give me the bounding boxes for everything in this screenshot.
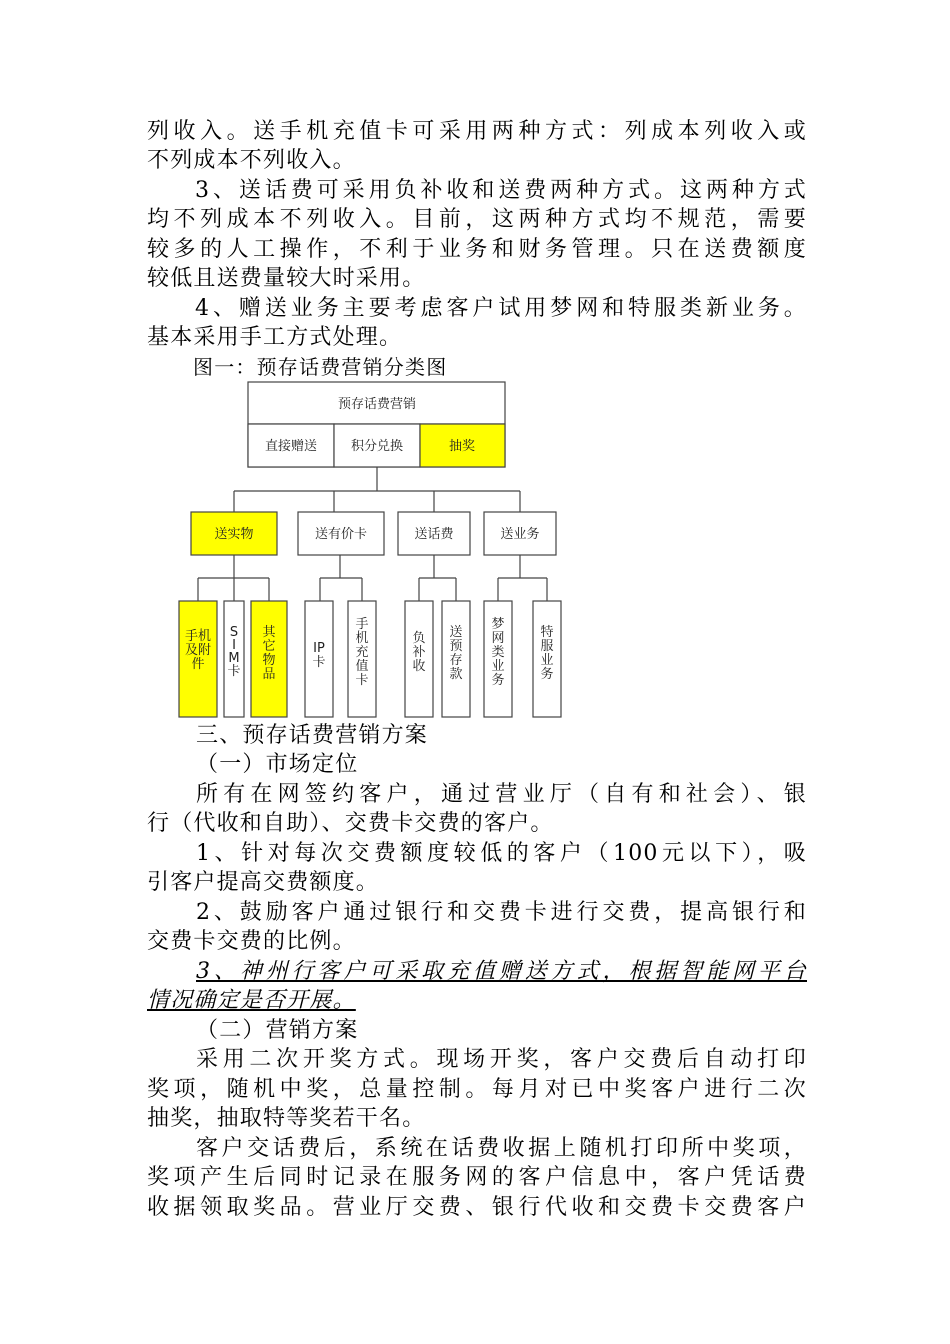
method-label-points-exchange: 积分兑换	[350, 439, 404, 454]
paragraph-line: 奖项产生后同时记录在服务网的客户信息中，客户凭话费	[147, 1165, 807, 1190]
paragraph-line: 较低且送费量较大时采用。	[147, 266, 426, 291]
leaf-label: 它	[262, 639, 276, 654]
leaf-label: 件	[191, 657, 205, 672]
method-label-direct-gift: 直接赠送	[264, 439, 318, 454]
leaf-label: 卡	[355, 673, 369, 688]
category-label-call-credit: 送话费	[414, 527, 454, 542]
leaf-label: 手	[355, 617, 369, 632]
leaf-label: 卡	[227, 664, 241, 679]
paragraph-line: 奖项，随机中奖，总量控制。每月对已中奖客户进行二次	[147, 1077, 807, 1102]
leaf-label: 业	[491, 659, 505, 674]
leaf-label: 网	[491, 631, 505, 646]
diagram-root-label: 预存话费营销	[337, 397, 417, 412]
leaf-label: 存	[449, 653, 463, 668]
leaf-label: S	[229, 625, 239, 640]
paragraph-line: 基本采用手工方式处理。	[147, 325, 403, 350]
leaf-label: 及附	[184, 643, 212, 658]
paragraph-line: 交费卡交费的比例。	[147, 929, 356, 954]
leaf-label: 卡	[312, 655, 326, 670]
leaf-label: M	[228, 651, 240, 666]
paragraph-line: 行（代收和自助）、交费卡交费的客户。	[147, 811, 554, 836]
paragraph-line: 列收入。送手机充值卡可采用两种方式：列成本列收入或	[147, 119, 807, 144]
paragraph-line: 1、针对每次交费额度较低的客户（100元以下），吸	[196, 841, 807, 866]
leaf-label: 充	[355, 645, 369, 660]
subsection-heading: （一）市场定位	[196, 752, 359, 777]
leaf-label: 值	[355, 659, 369, 674]
category-label-service: 送业务	[500, 527, 540, 542]
paragraph-line: 不列成本不列收入。	[147, 148, 356, 173]
category-label-physical-gift: 送实物	[214, 527, 254, 542]
paragraph-line-emphasis: 3、神州行客户可采取充值赠送方式，根据智能网平台	[196, 959, 807, 984]
paragraph-line: 所有在网签约客户，通过营业厅（自有和社会）、银	[196, 782, 807, 807]
leaf-label: 手机	[184, 629, 212, 644]
paragraph-line: 2、鼓励客户通过银行和交费卡进行交费，提高银行和	[196, 900, 807, 925]
paragraph-line: 4、赠送业务主要考虑客户试用梦网和特服类新业务。	[195, 296, 807, 321]
paragraph-line-emphasis: 情况确定是否开展。	[147, 988, 356, 1013]
paragraph-line: 3、送话费可采用负补收和送费两种方式。这两种方式	[195, 178, 807, 203]
leaf-label: 务	[540, 667, 554, 682]
paragraph-line: 引客户提高交费额度。	[147, 870, 380, 895]
leaf-label: 负	[412, 631, 426, 646]
paragraph-line: 较多的人工操作，不利于业务和财务管理。只在送费额度	[147, 237, 807, 262]
subsection-heading: （二）营销方案	[196, 1018, 359, 1043]
leaf-label: 收	[412, 659, 426, 674]
leaf-label: 类	[491, 645, 505, 660]
paragraph-line: 均不列成本不列收入。目前，这两种方式均不规范，需要	[147, 207, 807, 232]
leaf-label: 物	[262, 653, 276, 668]
leaf-label: IP	[313, 641, 325, 656]
leaf-label: 款	[449, 667, 463, 682]
leaf-label: 补	[412, 645, 426, 660]
leaf-label: 送	[449, 625, 463, 640]
paragraph-line: 收据领取奖品。营业厅交费、银行代收和交费卡交费客户	[147, 1195, 807, 1220]
leaf-label: 梦	[491, 617, 505, 632]
leaf-label: 其	[262, 625, 276, 640]
leaf-label: 品	[262, 667, 276, 682]
category-label-value-card: 送有价卡	[314, 527, 368, 542]
leaf-label: I	[232, 638, 236, 653]
paragraph-line: 抽奖，抽取特等奖若干名。	[147, 1106, 426, 1131]
section-heading: 三、预存话费营销方案	[196, 723, 429, 748]
paragraph-line: 客户交话费后，系统在话费收据上随机打印所中奖项，	[196, 1136, 807, 1161]
leaf-label: 机	[355, 631, 369, 646]
figure-caption: 图一：预存话费营销分类图	[193, 355, 448, 379]
leaf-label: 服	[540, 639, 554, 654]
leaf-label: 务	[491, 673, 505, 688]
leaf-label: 特	[540, 625, 554, 640]
leaf-label: 业	[540, 653, 554, 668]
method-label-lottery: 抽奖	[448, 439, 476, 454]
paragraph-line: 采用二次开奖方式。现场开奖，客户交费后自动打印	[196, 1047, 807, 1072]
leaf-label: 预	[449, 639, 463, 654]
